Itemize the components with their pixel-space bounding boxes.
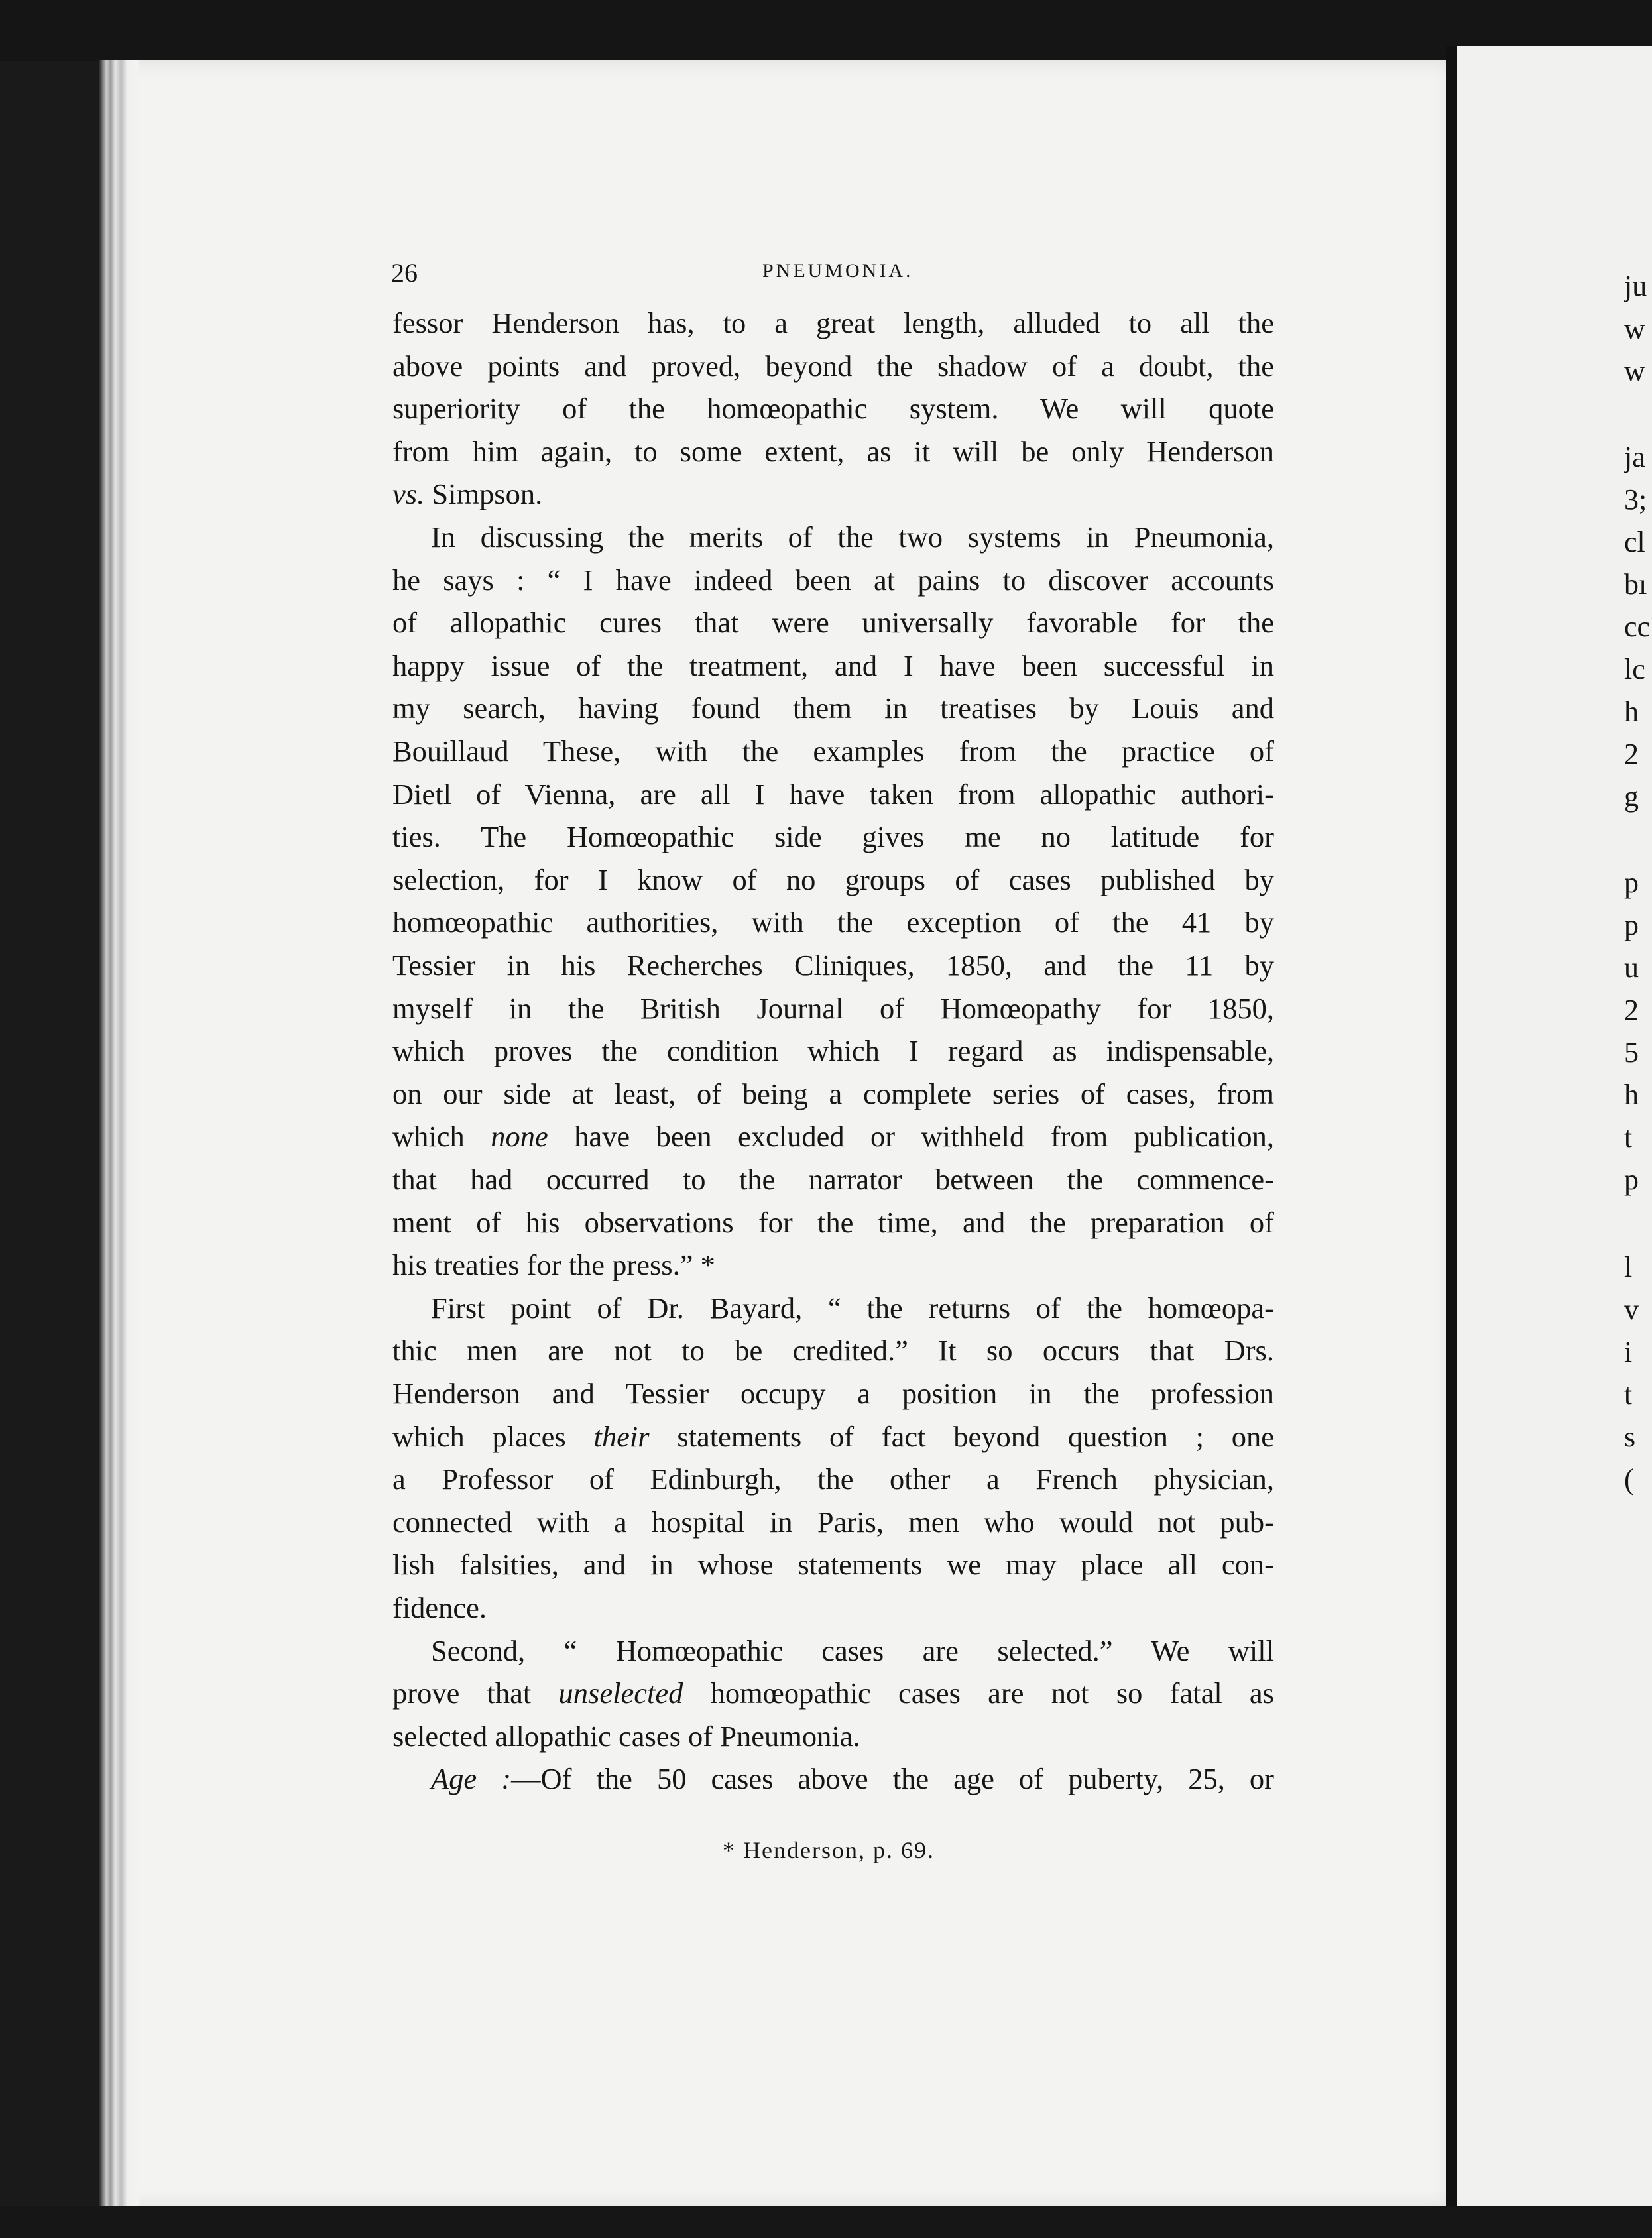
facing-page xyxy=(1457,46,1652,2227)
page-stack-edge xyxy=(99,60,139,2208)
text-line: of allopathic cures that were universally favorable for the xyxy=(392,606,1274,640)
text-line: Tessier in his Recherches Cliniques, 1850, and the 11 by xyxy=(392,949,1274,982)
facing-page-fragment: t xyxy=(1624,1121,1633,1153)
facing-page-fragment: ( xyxy=(1624,1463,1634,1496)
text-line: myself in the British Journal of Homœopathy for 1850, xyxy=(392,991,1274,1025)
text-line: First point of Dr. Bayard, “ the returns of the homœopa- xyxy=(431,1291,1274,1325)
text-line: on our side at least, of being a complete series of cases, from xyxy=(392,1077,1274,1110)
scan-bottom-border xyxy=(0,2206,1652,2238)
facing-page-fragment: u xyxy=(1624,951,1639,984)
running-head xyxy=(391,257,1286,290)
facing-page-fragment: v xyxy=(1624,1293,1639,1326)
facing-page-fragment: cc xyxy=(1624,611,1651,643)
text-line: which none have been excluded or withheld from publication, xyxy=(392,1120,1274,1153)
text-line: a Professor of Edinburgh, the other a French physician, xyxy=(392,1462,1274,1496)
text-line: lish falsities, and in whose statements we may place all con- xyxy=(392,1548,1274,1582)
text-line: prove that unselected homœopathic cases are not so fatal as xyxy=(392,1677,1274,1710)
facing-page-fragment: h xyxy=(1624,695,1639,728)
text-line: happy issue of the treatment, and I have been successful in xyxy=(392,648,1274,682)
facing-page-fragment: w xyxy=(1624,355,1645,387)
text-line: ment of his observations for the time, and the preparation of xyxy=(392,1205,1274,1239)
text-line: Age :—Of the 50 cases above the age of puberty, 25, or xyxy=(431,1762,1274,1796)
text-line: Bouillaud These, with the examples from the practice of xyxy=(392,735,1274,768)
facing-page-fragment: i xyxy=(1624,1336,1633,1368)
facing-page-fragment: p xyxy=(1624,1163,1639,1196)
facing-page-fragment: 5 xyxy=(1624,1036,1639,1069)
facing-page-fragment: ju xyxy=(1624,270,1647,302)
text-line: which places their statements of fact beyond question ; one xyxy=(392,1419,1274,1453)
text-line: Second, “ Homœopathic cases are selected.” We will xyxy=(431,1633,1274,1667)
facing-page-fragment: bı xyxy=(1624,568,1647,601)
text-line: selected allopathic cases of Pneumonia. xyxy=(392,1719,860,1753)
text-line: superiority of the homœopathic system. We will quote xyxy=(392,392,1274,426)
text-line: connected with a hospital in Paris, men who would not pub- xyxy=(392,1505,1274,1539)
text-line: that had occurred to the narrator between the commence- xyxy=(392,1163,1274,1196)
facing-page-fragment: 2 xyxy=(1624,994,1639,1026)
text-line: Dietl of Vienna, are all I have taken from allopathic authori- xyxy=(392,777,1274,811)
text-line: from him again, to some extent, as it will be only Henderson xyxy=(392,434,1274,468)
text-line: Henderson and Tessier occupy a position in the profession xyxy=(392,1377,1274,1410)
scan-top-border xyxy=(0,0,1652,61)
page-number: 26 xyxy=(391,258,418,288)
text-line: vs. Simpson. xyxy=(392,477,543,511)
text-line: thic men are not to be credited.” It so occurs that Drs. xyxy=(392,1334,1274,1368)
text-line: homœopathic authorities, with the exception of the 41 by xyxy=(392,906,1274,939)
text-line: ties. The Homœopathic side gives me no latitude for xyxy=(392,820,1274,854)
text-line: selection, for I know of no groups of cases published by xyxy=(392,862,1274,896)
facing-page-fragment: 3; xyxy=(1624,483,1647,516)
text-line: his treaties for the press.” * xyxy=(392,1248,715,1282)
book-gutter xyxy=(1446,46,1457,2221)
facing-page-fragment: w xyxy=(1624,313,1645,345)
text-line: which proves the condition which I regard as indispensable, xyxy=(392,1034,1274,1068)
facing-page-fragment: g xyxy=(1624,780,1639,813)
facing-page-fragment: ja xyxy=(1624,441,1645,473)
facing-page-fragment: 2 xyxy=(1624,738,1639,770)
facing-page-fragment: s xyxy=(1624,1421,1636,1453)
text-line: fessor Henderson has, to a great length, alluded to all the xyxy=(392,306,1274,339)
text-line: he says : “ I have indeed been at pains to discover accounts xyxy=(392,563,1274,597)
text-line: In discussing the merits of the two systems in Pneumonia, xyxy=(431,520,1274,554)
facing-page-fragment: p xyxy=(1624,909,1639,941)
footnote: * Henderson, p. 69. xyxy=(723,1837,935,1863)
facing-page-fragment: t xyxy=(1624,1378,1633,1411)
facing-page-fragment: l xyxy=(1624,1251,1633,1283)
text-line: my search, having found them in treatises by Louis and xyxy=(392,691,1274,725)
facing-page-fragment: lc xyxy=(1624,653,1645,685)
facing-page-fragment: h xyxy=(1624,1079,1639,1111)
facing-page-fragment: cl xyxy=(1624,526,1645,558)
text-line: above points and proved, beyond the shadow of a doubt, the xyxy=(392,349,1274,383)
facing-page-fragment: p xyxy=(1624,866,1639,899)
text-line: fidence. xyxy=(392,1591,487,1624)
running-title: PNEUMONIA. xyxy=(762,260,914,282)
